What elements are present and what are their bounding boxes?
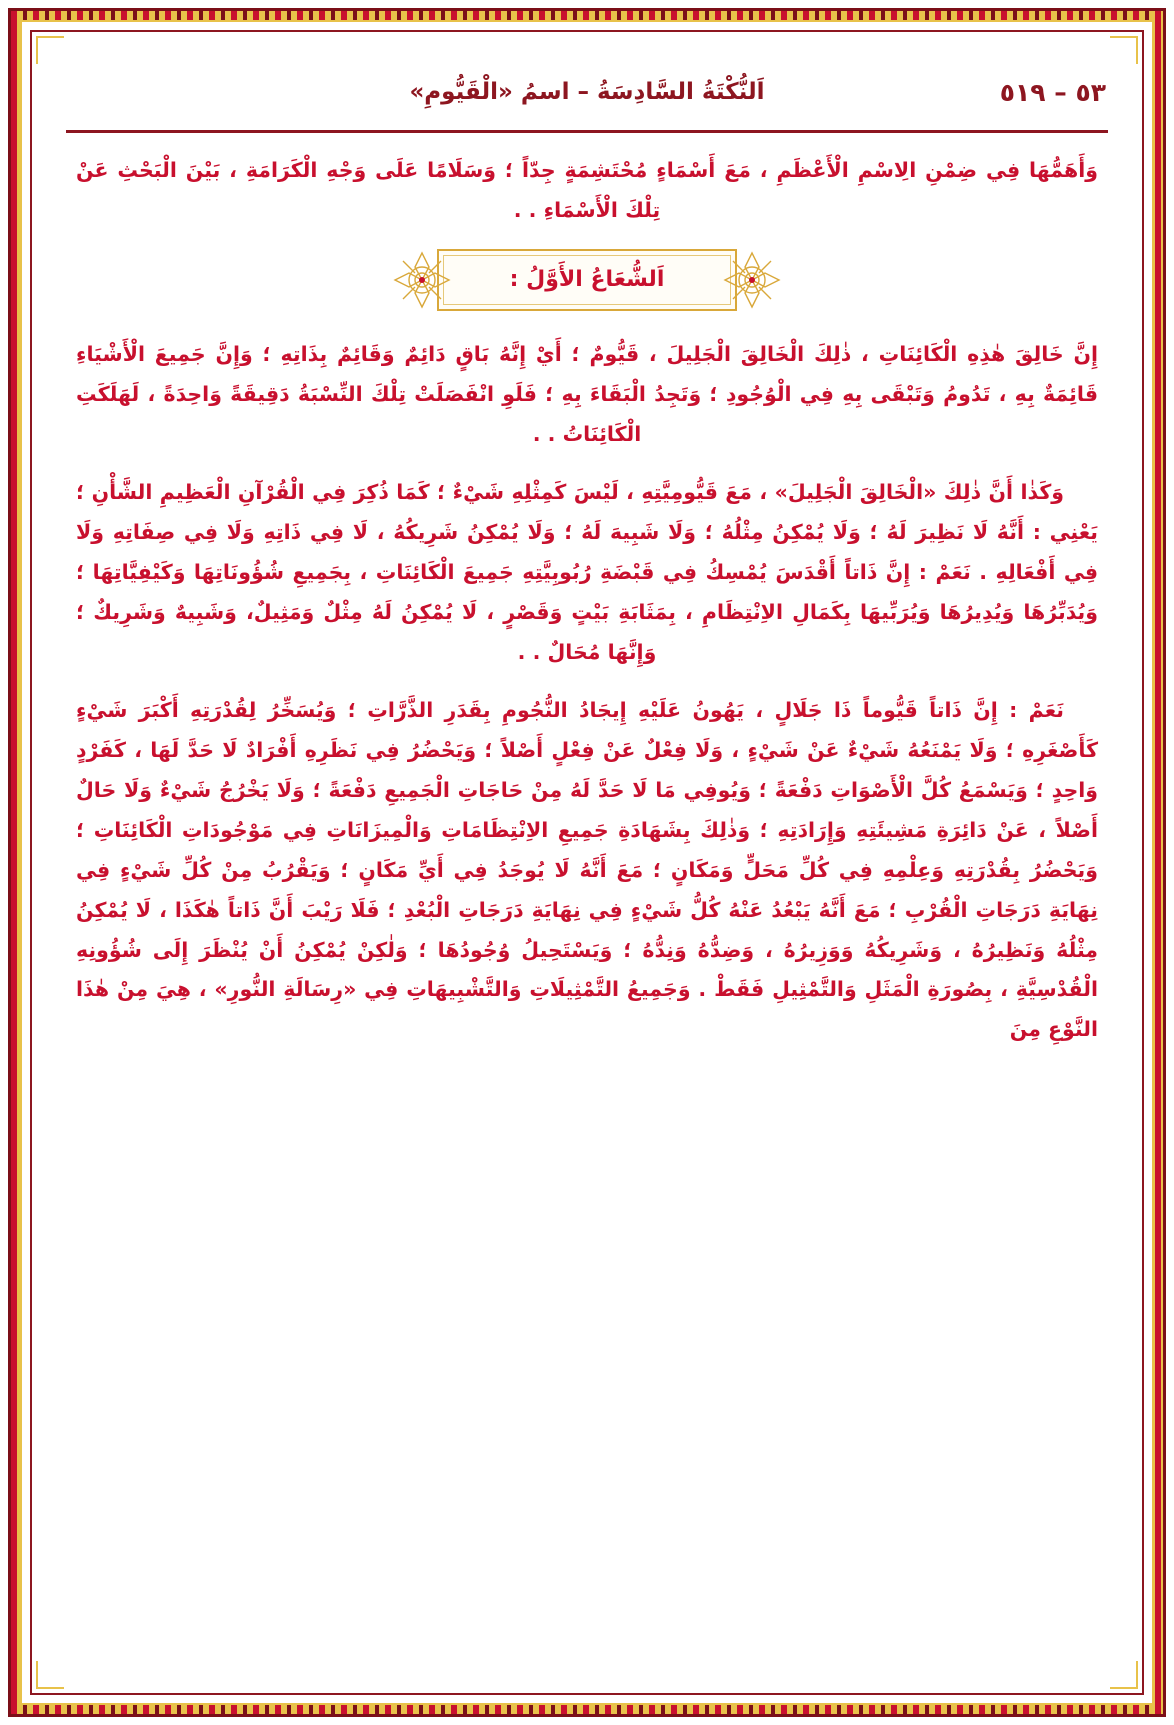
page-title: اَلنُّكْتَةُ السَّادِسَةُ – اسمُ «الْقَيُّومِ» bbox=[409, 79, 765, 105]
corner-ornament-bottom-left bbox=[36, 1661, 64, 1689]
rosette-ornament-icon bbox=[391, 249, 453, 311]
page-number: ٥٣ – ٥١٩ bbox=[999, 77, 1106, 107]
paragraph: نَعَمْ : إِنَّ ذَاتاً قَيُّوماً ذَا جَلَالٍ ، يَهُونُ عَلَيْهِ إِيجَادُ النُّجُومِ بِقَدَرِ الذَّرَّاتِ ؛ وَيُسَخِّرُ لِقُدْرَتِهِ أَكْبَرَ شَيْءٍ كَأَصْغَرِهِ ؛ وَلَا يَمْنَعُهُ شَيْءٌ عَنْ شَيْءٍ ، وَلَا فِعْلٌ عَنْ فِعْلٍ أَصْلاً ؛ وَيَحْضُرُ فِي نَظَرِهِ أَفْرَادٌ لَا حَدَّ لَهَا ، كَفَرْدٍ وَاحِدٍ ؛ وَيَسْمَعُ كُلَّ الْأَصْوَاتِ دَفْعَةً ؛ وَيُوفِي مَا لَا حَدَّ لَهُ مِنْ حَاجَاتِ الْجَمِيعِ دَفْعَةً ؛ وَلَا يَخْرُجُ شَيْءٌ وَلَا حَالٌ أَصْلاً ، عَنْ دَائِرَةِ مَشِيئَتِهِ وَإِرَادَتِهِ ؛ وَذٰلِكَ بِشَهَادَةِ جَمِيعِ الاِنْتِظَامَاتِ وَالْمِيزَانَاتِ فِي مَوْجُودَاتِ الْكَائِنَاتِ ؛ وَيَحْضُرُ بِقُدْرَتِهِ وَعِلْمِهِ فِي كُلِّ مَحَلٍّ وَمَكَانٍ ؛ مَعَ أَنَّهُ لَا يُوجَدُ فِي أَيِّ مَكَانٍ ؛ وَيَقْرُبُ مِنْ كُلِّ شَيْءٍ فِي نِهَايَةِ دَرَجَاتِ الْقُرْبِ ؛ مَعَ أَنَّهُ يَبْعُدُ عَنْهُ كُلُّ شَيْءٍ فِي نِهَايَةِ دَرَجَاتِ الْبُعْدِ ؛ فَلَا رَيْبَ أَنَّ ذَاتاً هٰكَذَا ، لَا يُمْكِنُ مِثْلُهُ وَنَظِيرُهُ ، وَشَرِيكُهُ وَوَزِيرُهُ ، وَضِدُّهُ وَنِدُّهُ ؛ وَيَسْتَحِيلُ وُجُودُهَا ؛ وَلٰكِنْ يُمْكِنُ أَنْ يُنْظَرَ إِلَى شُؤُونِهِ الْقُدْسِيَّةِ ، بِصُورَةِ الْمَثَلِ وَالتَّمْثِيلِ فَقَطْ . وَجَمِيعُ التَّمْثِيلَاتِ وَالتَّشْبِيهَاتِ فِي «رِسَالَةِ النُّورِ» ، هِيَ مِنْ هٰذَا النَّوْعِ مِنَ bbox=[76, 697, 1098, 1042]
paragraph: وَأَهَمُّهَا فِي ضِمْنِ الِاسْمِ الْأَعْظَمِ ، مَعَ أَسْمَاءٍ مُحْتَشِمَةٍ جِدّاً ؛ وَسَلَامًا عَلَى وَجْهِ الْكَرَامَةِ ، بَيْنَ الْبَحْثِ عَنْ تِلْكَ الْأَسْمَاءِ . . bbox=[76, 158, 1098, 222]
section-heading-plaque bbox=[76, 249, 1098, 311]
section-heading-label: اَلشُّعَاعُ الأَوَّلُ : bbox=[509, 267, 665, 293]
rosette-ornament-icon bbox=[721, 249, 783, 311]
page-content-frame bbox=[30, 30, 1144, 1695]
page-header bbox=[68, 56, 1106, 128]
paragraph: إِنَّ خَالِقَ هٰذِهِ الْكَائِنَاتِ ، ذٰلِكَ الْخَالِقَ الْجَلِيلَ ، قَيُّومٌ ؛ أَيْ إِنَّهُ بَاقٍ دَائِمٌ وَقَائِمٌ بِذَاتِهِ ؛ وَإِنَّ جَمِيعَ الْأَشْيَاءِ قَائِمَةٌ بِهِ ، تَدُومُ وَتَبْقَى بِهِ فِي الْوُجُودِ ؛ وَتَجِدُ الْبَقَاءَ بِهِ ؛ فَلَوِ انْفَصَلَتْ تِلْكَ النِّسْبَةُ دَقِيقَةً وَاحِدَةً ، لَهَلَكَتِ الْكَائِنَاتُ . . bbox=[76, 341, 1098, 446]
plaque-frame bbox=[437, 249, 737, 311]
document-body bbox=[76, 133, 1098, 1050]
corner-ornament-bottom-right bbox=[1110, 1661, 1138, 1689]
paragraph: وَكَذٰا أَنَّ ذٰلِكَ «الْخَالِقَ الْجَلِيلَ» ، مَعَ قَيُّومِيَّتِهِ ، لَيْسَ كَمِثْلِهِ شَيْءٌ ؛ كَمَا ذُكِرَ فِي الْقُرْآنِ الْعَظِيمِ الشَّأْنِ ؛ يَعْنِي : أَنَّهُ لَا نَظِيرَ لَهُ ؛ وَلَا يُمْكِنُ مِثْلُهُ ؛ وَلَا شَبِيهَ لَهُ ؛ وَلَا يُمْكِنُ شَرِيكُهُ ، لَا فِي ذَاتِهِ وَلَا فِي صِفَاتِهِ وَلَا فِي أَفْعَالِهِ . نَعَمْ : إِنَّ ذَاتاً أَقْدَسَ يُمْسِكُ فِي قَبْضَةِ رُبُوبِيَّتِهِ جَمِيعَ الْكَائِنَاتِ ، بِجَمِيعِ شُؤُونَاتِهَا وَكَيْفِيَّاتِهَا ؛ وَيُدَبِّرُهَا وَيُدِيرُهَا وَيُرَبِّيهَا بِكَمَالِ الاِنْتِظَامِ ، بِمَثَابَةِ بَيْتٍ وَقَصْرٍ ، لَا يُمْكِنُ لَهُ مِثْلٌ وَمَثِيلٌ، وَشَبِيهٌ وَشَرِيكٌ ؛ وَإِنَّهَا مُحَالٌ . . bbox=[76, 479, 1098, 664]
corner-ornament-top-right bbox=[1110, 36, 1138, 64]
corner-ornament-top-left bbox=[36, 36, 64, 64]
